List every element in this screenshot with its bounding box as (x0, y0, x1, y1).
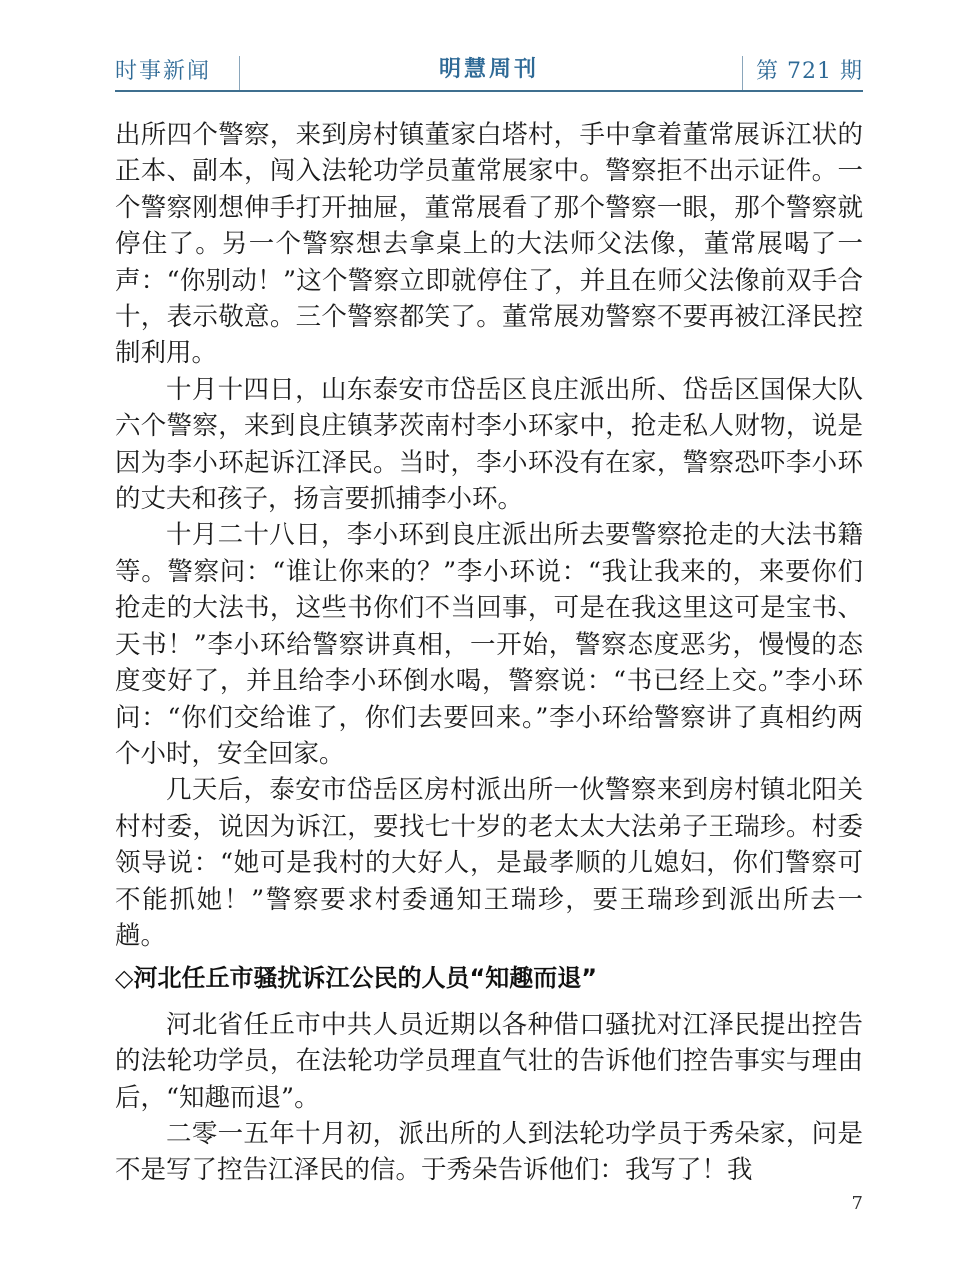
paragraph: 十月十四日，山东泰安市岱岳区良庄派出所、岱岳区国保大队六个警察，来到良庄镇茅茨南村李小环家中，抢走私人财物，说是因为李小环起诉江泽民。当时，李小环没有在家，警察恐吓李小环的丈夫和孩子，扬言要抓捕李小环。 (115, 374, 863, 515)
paragraph: 河北省任丘市中共人员近期以各种借口骚扰对江泽民提出控告的法轮功学员，在法轮功学员理直气壮的告诉他们控告事实与理由后，“知趣而退”。 (115, 1009, 863, 1113)
publication-title: 明慧周刊 (438, 57, 539, 82)
header-divider-right (742, 56, 743, 92)
issue-number: 第 721 期 (756, 59, 863, 84)
paragraph: 出所四个警察，来到房村镇董家白塔村，手中拿着董常展诉江状的正本、副本，闯入法轮功学员董常展家中。警察拒不出示证件。一个警察刚想伸手打开抽屉，董常展看了那个警察一眼，那个警察就停住了。另一个警察想去拿桌上的大法师父法像，董常展喝了一声：“你别动！”这个警察立即就停住了，并且在师父法像前双手合十，表示敬意。三个警察都笑了。董常展劝警察不要再被江泽民控制利用。 (115, 120, 863, 369)
article-body (115, 117, 863, 1189)
paragraph: 几天后，泰安市岱岳区房村派出所一伙警察来到房村镇北阳关村村委，说因为诉江，要找七十岁的老太太大法弟子王瑞珍。村委领导说：“她可是我村的大好人，是最孝顺的儿媳妇，你们警察可不能抓她！”警察要求村委通知王瑞珍，要王瑞珍到派出所去一趟。 (115, 775, 863, 951)
page-number: 7 (851, 1193, 863, 1214)
section-heading: ◇河北任丘市骚扰诉江公民的人员“知趣而退” (115, 964, 598, 993)
header-rule (115, 90, 863, 92)
paragraph: 二零一五年十月初，派出所的人到法轮功学员于秀朵家，问是不是写了控告江泽民的信。于秀朵告诉他们：我写了！我 (115, 1118, 863, 1186)
section-label: 时事新闻 (115, 59, 212, 84)
paragraph: 十月二十八日，李小环到良庄派出所去要警察抢走的大法书籍等。警察问：“谁让你来的？”李小环说：“我让我来的，来要你们抢走的大法书，这些书你们不当回事，可是在我这里这可是宝书、天书！”李小环给警察讲真相，一开始，警察态度恶劣，慢慢的态度变好了，并且给李小环倒水喝，警察说：“书已经上交。”李小环问：“你们交给谁了，你们去要回来。”李小环给警察讲了真相约两个小时，安全回家。 (115, 520, 863, 769)
page-header (115, 48, 863, 92)
